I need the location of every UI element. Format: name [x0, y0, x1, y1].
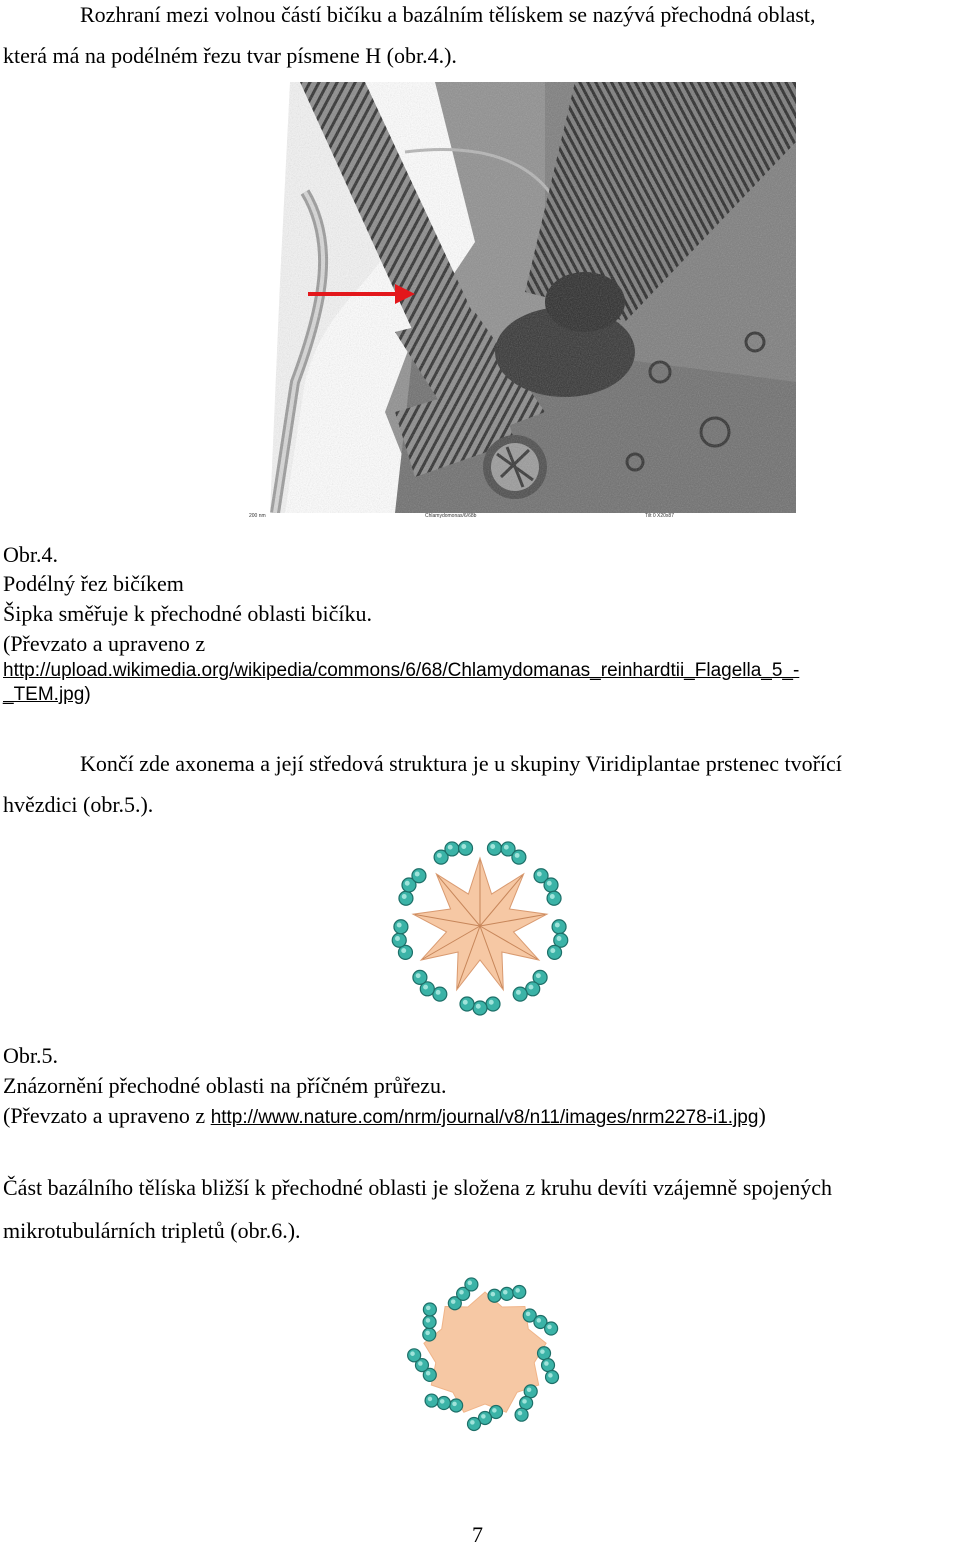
- triplet-microtubule: [425, 1394, 438, 1407]
- fig4-source-link-part-1[interactable]: http://upload.wikimedia.org/wikipedia/commons/6/68/Chlamydomanas_reinhardtii_Flagella_5_-: [3, 660, 800, 681]
- triplet-microtubule-highlight: [425, 1331, 430, 1336]
- microtubule-highlight: [516, 990, 521, 995]
- microtubule-highlight: [402, 894, 407, 899]
- microtubule-highlight: [490, 844, 495, 849]
- microtubule: [487, 841, 501, 855]
- microtubule-highlight: [529, 985, 534, 990]
- page-number: 7: [472, 1522, 483, 1547]
- para2-line-2: hvězdici (obr.5.).: [3, 792, 154, 817]
- tem-specimen-label: Chlamydomonas/6/68b: [425, 513, 477, 519]
- microtubule-highlight: [515, 853, 520, 858]
- microtubule: [413, 970, 427, 984]
- microtubule: [486, 997, 500, 1011]
- microtubule: [526, 982, 540, 996]
- triplet-microtubule: [520, 1397, 533, 1410]
- microtubule-highlight: [489, 1000, 494, 1005]
- microtubule-highlight: [550, 894, 555, 899]
- triplet-microtubule-highlight: [470, 1420, 475, 1425]
- microtubule: [445, 842, 459, 856]
- fig5-caption-line-2: [3, 1103, 766, 1131]
- fig4-source-link-part-2[interactable]: _TEM.jpg: [3, 684, 85, 705]
- triplet-microtubule-highlight: [547, 1325, 552, 1330]
- triplet-microtubule: [524, 1385, 537, 1398]
- fig5-caption-title: Obr.5.: [3, 1043, 58, 1068]
- triplet-microtubule-highlight: [440, 1399, 445, 1404]
- microtubule-highlight: [416, 973, 421, 978]
- triplet-microtubule: [542, 1359, 555, 1372]
- fig5-caption-prefix: (Převzato a upraveno z: [3, 1103, 211, 1128]
- triplet-microtubule-highlight: [518, 1411, 523, 1416]
- triplet-microtubule-highlight: [459, 1290, 464, 1295]
- triplet-microtubule: [488, 1289, 501, 1302]
- triplet-microtubule-highlight: [522, 1399, 527, 1404]
- tem-info-bar: [245, 513, 796, 523]
- microtubule-highlight: [550, 948, 555, 953]
- microtubule-highlight: [423, 985, 428, 990]
- triplet-microtubule: [513, 1285, 526, 1298]
- fig5-source-link[interactable]: http://www.nature.com/nrm/journal/v8/n11/images/nrm2278-i1.jpg: [210, 1107, 759, 1128]
- fig5-source-close: ): [758, 1103, 766, 1128]
- fig5-caption-line-1: Znázornění přechodné oblasti na příčném průřezu.: [3, 1073, 447, 1098]
- microtubule-highlight: [476, 1004, 481, 1009]
- triplet-microtubule-highlight: [418, 1361, 423, 1366]
- microtubule: [552, 920, 566, 934]
- microtubule-highlight: [504, 845, 509, 850]
- tem-image: [245, 82, 796, 523]
- microtubule-highlight: [463, 1000, 468, 1005]
- triplet-microtubule: [450, 1399, 463, 1412]
- fig4-source-line-1: [3, 658, 799, 684]
- triplet-microtubule-highlight: [410, 1351, 415, 1356]
- para3-line-1: Část bazálního tělíska bližší k přechodné oblasti je složena z kruhu devíti vzájemně spojených: [3, 1175, 833, 1200]
- microtubule-highlight: [536, 973, 541, 978]
- microtubule-highlight: [461, 844, 466, 849]
- triplet-microtubule-highlight: [548, 1373, 553, 1378]
- triplet-microtubule-highlight: [451, 1299, 456, 1304]
- triplet-microtubule-highlight: [527, 1387, 532, 1392]
- microtubule: [394, 920, 408, 934]
- microtubule-highlight: [555, 923, 560, 928]
- microtubule: [547, 891, 561, 905]
- microtubule-highlight: [397, 923, 402, 928]
- intro-line-1: Rozhraní mezi volnou částí bičíku a bazálním tělískem se nazývá přechodná oblast,: [80, 2, 816, 27]
- microtubule-highlight: [537, 872, 542, 877]
- microtubule: [513, 987, 527, 1001]
- triplet-microtubule-highlight: [426, 1318, 431, 1323]
- fig4-caption-line-1: Podélný řez bičíkem: [3, 571, 184, 596]
- triplet-microtubule-highlight: [526, 1312, 531, 1317]
- fig4-caption-line-2: Šipka směřuje k přechodné oblasti bičíku.: [3, 601, 373, 626]
- microtubule-highlight: [395, 936, 400, 941]
- triplet-microtubule-highlight: [426, 1306, 431, 1311]
- microtubule-highlight: [437, 853, 442, 858]
- microtubule-highlight: [401, 948, 406, 953]
- tem-micrograph: [245, 82, 796, 523]
- triplet-microtubule-highlight: [537, 1318, 542, 1323]
- triplet-microtubule-highlight: [544, 1361, 549, 1366]
- microtubule: [544, 878, 558, 892]
- microtubule: [433, 987, 447, 1001]
- microtubule-highlight: [448, 845, 453, 850]
- fig4-caption-line-3: (Převzato a upraveno z: [3, 631, 206, 656]
- triplet-microtubule-highlight: [467, 1281, 472, 1286]
- triplet-microtubule-highlight: [452, 1402, 457, 1407]
- triplet-microtubule-highlight: [491, 1292, 496, 1297]
- triplet-microtubule-highlight: [540, 1349, 545, 1354]
- triplet-ring-image: [398, 1268, 573, 1440]
- tem-mag-label: Tilt 0 X20x87: [645, 513, 674, 519]
- microtubule-highlight: [557, 936, 562, 941]
- triplet-microtubule-highlight: [481, 1414, 486, 1419]
- microtubule: [512, 850, 526, 864]
- triplet-microtubule-highlight: [503, 1290, 508, 1295]
- triplet-microtubule-highlight: [426, 1371, 431, 1376]
- fig4-caption-title: Obr.4.: [3, 542, 58, 567]
- triplet-microtubule: [465, 1278, 478, 1291]
- triplet-microtubule: [545, 1322, 558, 1335]
- star-ring-image: [380, 832, 580, 1020]
- triplet-microtubule: [437, 1397, 450, 1410]
- transition-zone-diagram: [380, 832, 580, 1020]
- microtubule: [459, 841, 473, 855]
- triplet-microtubule: [468, 1418, 481, 1431]
- microtubule-highlight: [547, 881, 552, 886]
- triplet-ring-diagram: [398, 1268, 573, 1440]
- triplet-microtubule-highlight: [428, 1397, 433, 1402]
- tem-scale-label: 200 nm: [249, 513, 266, 519]
- microtubule-highlight: [415, 872, 420, 877]
- microtubule: [473, 1001, 487, 1015]
- microtubule-highlight: [436, 990, 441, 995]
- triplet-microtubule: [515, 1408, 528, 1421]
- para2-line-1: Končí zde axonema a její středová struktura je u skupiny Viridiplantae prstenec tvořící: [80, 751, 842, 776]
- triplet-microtubule-highlight: [492, 1408, 497, 1413]
- triplet-microtubule: [500, 1287, 513, 1300]
- triplet-microtubule: [423, 1316, 436, 1329]
- intro-line-2: která má na podélném řezu tvar písmene H (obr.4.).: [3, 43, 457, 68]
- fig4-source-close: ): [84, 684, 91, 705]
- triplet-microtubule: [546, 1370, 559, 1383]
- triplet-microtubule: [538, 1347, 551, 1360]
- microtubule: [399, 891, 413, 905]
- microtubule: [392, 933, 406, 947]
- triplet-microtubule: [423, 1303, 436, 1316]
- microtubule: [460, 997, 474, 1011]
- microtubule: [412, 869, 426, 883]
- microtubule: [548, 945, 562, 959]
- para3-line-2: mikrotubulárních tripletů (obr.6.).: [3, 1218, 301, 1243]
- triplet-microtubule: [423, 1328, 436, 1341]
- microtubule-highlight: [405, 881, 410, 886]
- fig4-source-line-2: [3, 682, 91, 708]
- triplet-microtubule: [408, 1349, 421, 1362]
- triplet-microtubule-highlight: [515, 1288, 520, 1293]
